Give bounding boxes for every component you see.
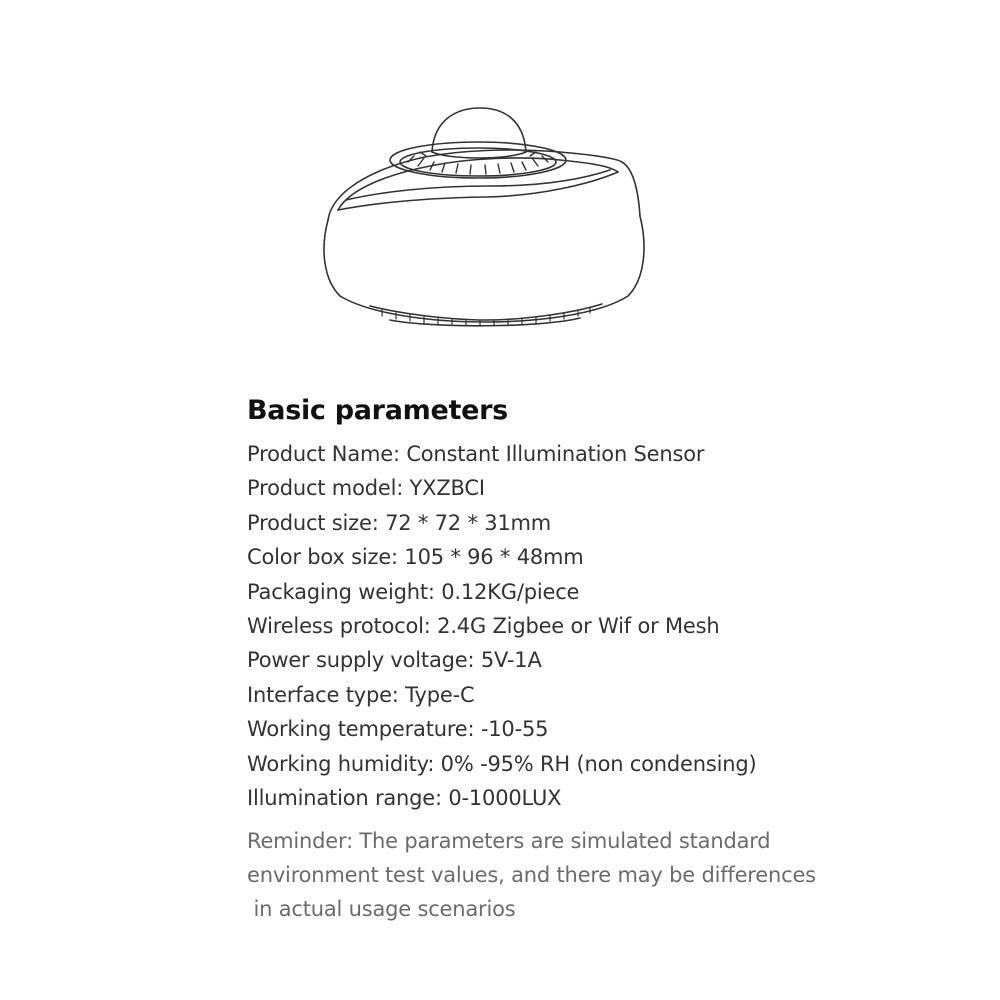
reminder-note [247,824,947,926]
parameter-list [247,437,947,815]
param-interface-type: Interface type: Type-C [247,682,475,707]
param-working-humidity: Working humidity: 0% -95% RH (non condensing) [247,751,757,776]
param-product-model: Product model: YXZBCI [247,476,485,501]
reminder-line: in actual usage scenarios [247,897,516,922]
param-product-name: Product Name: Constant Illumination Sensor [247,442,705,466]
illumination-sensor-device-icon [310,100,660,340]
param-color-box-size: Color box size: 105 * 96 * 48mm [247,545,584,570]
basic-parameters-section [247,393,947,947]
param-wireless-protocol: Wireless protocol: 2.4G Zigbee or Wif or Mesh [247,614,720,639]
param-illumination-range: Illumination range: 0-1000LUX [247,786,562,811]
section-heading: Basic parameters [247,395,508,426]
reminder-line: Reminder: The parameters are simulated standard [247,829,771,854]
sensor-device-illustration [310,100,660,340]
param-working-temperature: Working temperature: -10-55 [247,717,549,742]
param-product-size: Product size: 72 * 72 * 31mm [247,510,552,535]
reminder-line: environment test values, and there may be differences [247,863,816,888]
param-packaging-weight: Packaging weight: 0.12KG/piece [247,579,580,604]
param-power-supply-voltage: Power supply voltage: 5V-1A [247,648,542,673]
